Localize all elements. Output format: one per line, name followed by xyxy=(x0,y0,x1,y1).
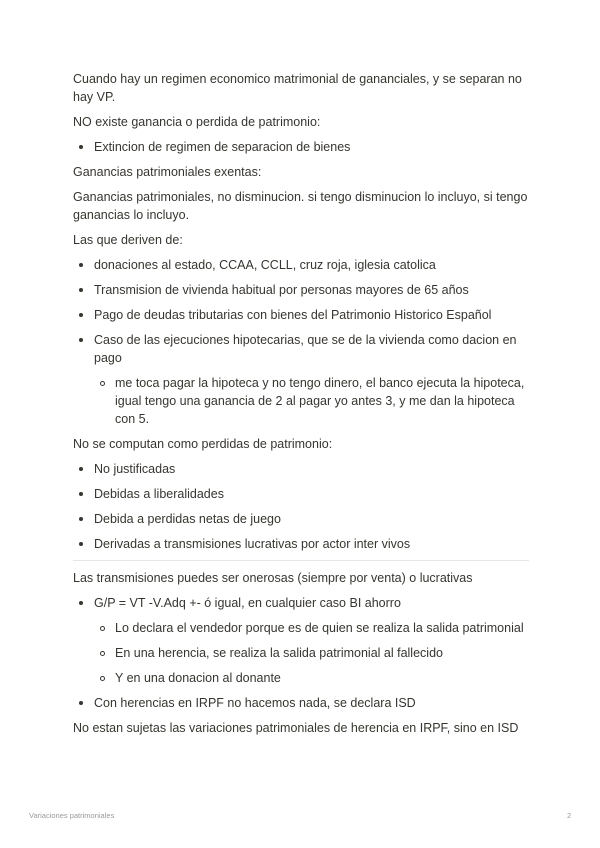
list-item: Transmision de vivienda habitual por personas mayores de 65 años xyxy=(73,281,529,299)
list-item: donaciones al estado, CCAA, CCLL, cruz roja, iglesia catolica xyxy=(73,256,529,274)
bullet-icon xyxy=(79,601,83,605)
bullet-icon xyxy=(79,517,83,521)
sub-list-item: Y en una donacion al donante xyxy=(94,669,529,687)
bullet-icon xyxy=(79,288,83,292)
sub-bullet-list xyxy=(94,619,529,687)
list-item: No justificadas xyxy=(73,460,529,478)
sub-bullet-list xyxy=(94,374,529,428)
document-body xyxy=(73,70,529,744)
list-item: Pago de deudas tributarias con bienes del Patrimonio Historico Español xyxy=(73,306,529,324)
paragraph: Ganancias patrimoniales, no disminucion. si tengo disminucion lo incluyo, si tengo ganancias lo incluyo. xyxy=(73,190,528,222)
bullet-icon xyxy=(79,313,83,317)
list-item: Debidas a liberalidades xyxy=(73,485,529,503)
hollow-bullet-icon xyxy=(100,626,105,631)
hollow-bullet-icon xyxy=(100,676,105,681)
bullet-list xyxy=(73,594,529,712)
bullet-icon xyxy=(79,263,83,267)
bullet-list xyxy=(73,138,529,156)
list-item: Derivadas a transmisiones lucrativas por actor inter vivos xyxy=(73,535,529,553)
list-item: Debida a perdidas netas de juego xyxy=(73,510,529,528)
paragraph: NO existe ganancia o perdida de patrimonio: xyxy=(73,115,321,129)
sub-list-item: me toca pagar la hipoteca y no tengo dinero, el banco ejecuta la hipoteca, igual tengo una ganancia de 2 al pagar yo antes 3, y me dan la hipoteca con 5. xyxy=(94,374,529,428)
paragraph: Las transmisiones puedes ser onerosas (siempre por venta) o lucrativas xyxy=(73,571,473,585)
list-item: Extincion de regimen de separacion de bienes xyxy=(73,138,529,156)
bullet-icon xyxy=(79,542,83,546)
paragraph: No estan sujetas las variaciones patrimoniales de herencia en IRPF, sino en ISD xyxy=(73,721,519,735)
list-item: Caso de las ejecuciones hipotecarias, que se de la vivienda como dacion en pago me toca pagar la hipoteca y no tengo dinero, el banco ejecuta la hipoteca, igual tengo una ganancia de 2 al pagar yo antes 3, y me dan la hipoteca con 5. xyxy=(73,331,529,428)
paragraph: No se computan como perdidas de patrimonio: xyxy=(73,437,333,451)
hollow-bullet-icon xyxy=(100,381,105,386)
bullet-icon xyxy=(79,701,83,705)
sub-list-item: Lo declara el vendedor porque es de quien se realiza la salida patrimonial xyxy=(94,619,529,637)
list-item: G/P = VT -V.Adq +- ó igual, en cualquier caso BI ahorro Lo declara el vendedor porque es de quien se realiza la salida patrimonial En una herencia, se realiza la salida patrimonial al fallecido Y en una donacion al donante xyxy=(73,594,529,687)
bullet-list xyxy=(73,256,529,428)
bullet-list xyxy=(73,460,529,553)
sub-list-item: En una herencia, se realiza la salida patrimonial al fallecido xyxy=(94,644,529,662)
bullet-icon xyxy=(79,492,83,496)
bullet-icon xyxy=(79,467,83,471)
bullet-icon xyxy=(79,338,83,342)
bullet-icon xyxy=(79,145,83,149)
hollow-bullet-icon xyxy=(100,651,105,656)
divider xyxy=(73,560,529,561)
paragraph: Ganancias patrimoniales exentas: xyxy=(73,165,262,179)
paragraph: Cuando hay un regimen economico matrimonial de gananciales, y se separan no hay VP. xyxy=(73,72,522,104)
footer-title: Variaciones patrimoniales xyxy=(29,811,115,820)
paragraph: Las que deriven de: xyxy=(73,233,183,247)
page-number: 2 xyxy=(567,811,572,820)
list-item: Con herencias en IRPF no hacemos nada, se declara ISD xyxy=(73,694,529,712)
